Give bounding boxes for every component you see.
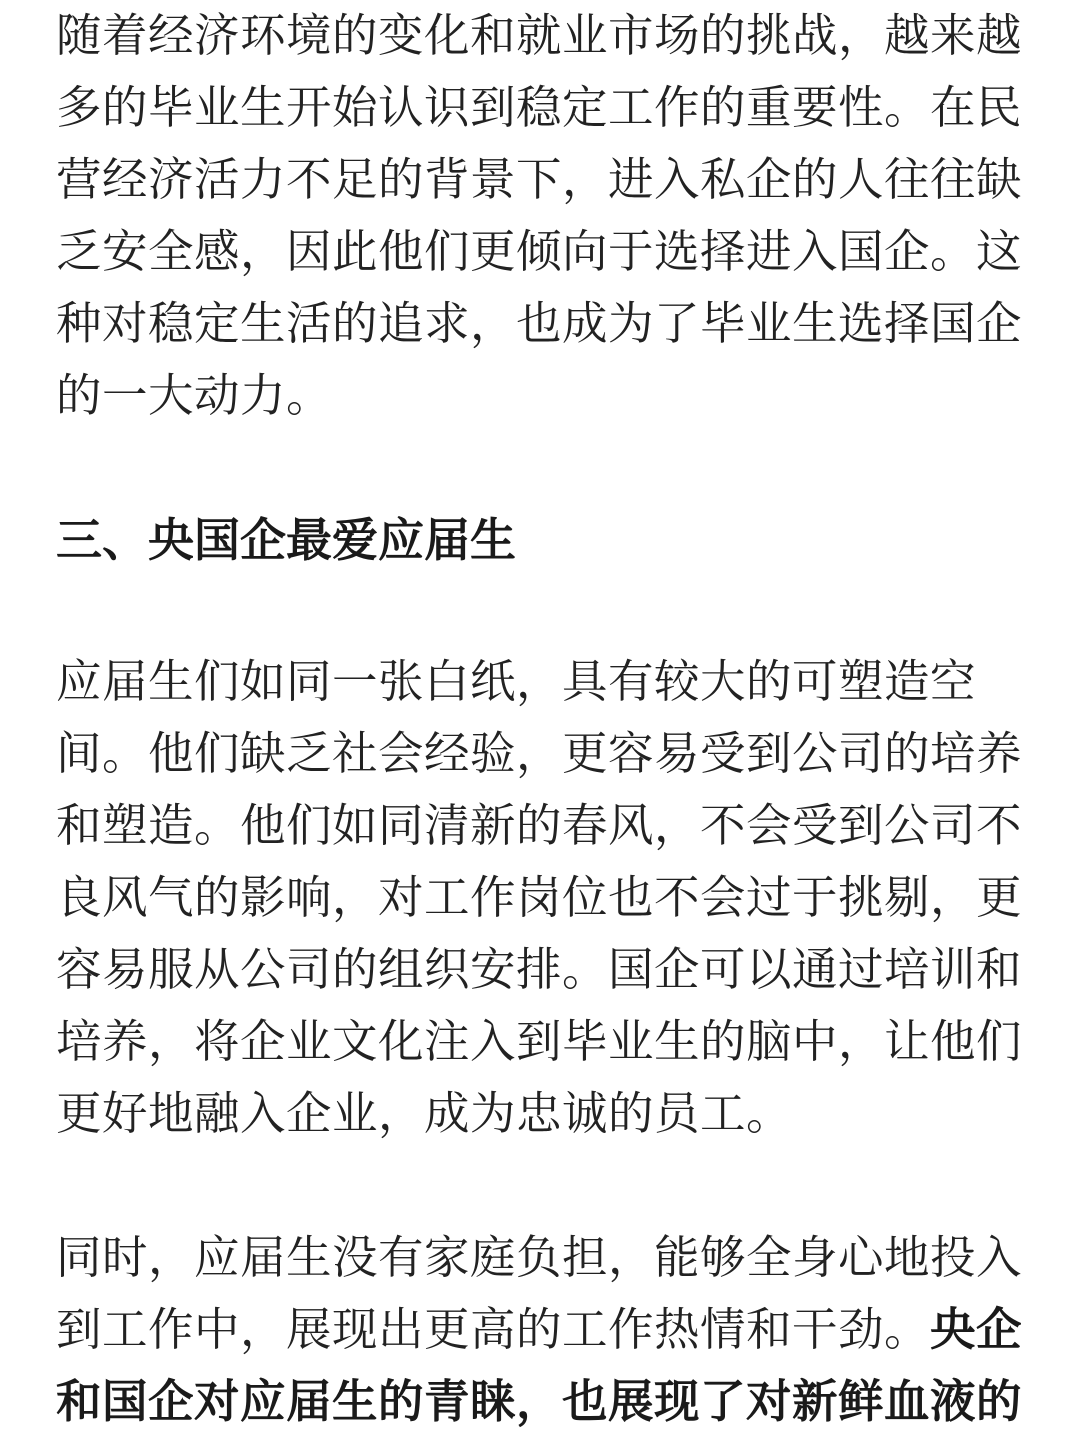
section-heading-3: 三、央国企最爱应届生 (56, 513, 516, 567)
paragraph-graduates: 应届生们如同一张白纸，具有较大的可塑造空间。他们缺乏社会经验，更容易受到公司的培养和塑造。他们如同清新的春风，不会受到公司不良风气的影响，对工作岗位也不会过于挑剔，更容易服从公司的组织安排。国企可以通过培训和培养，将企业文化注入到毕业生的脑中，让他们更好地融入企业，成为忠诚的员工。 (56, 655, 1023, 1140)
paragraph-enthusiasm-bold-text: 央企和国企对应届生的青睐，也展现了对新鲜血液的 (56, 1303, 1023, 1428)
paragraph-enthusiasm-text: 同时，应届生没有家庭负担，能够全身心地投入到工作中，展现出更高的工作热情和干劲。 (56, 1231, 1023, 1356)
paragraph-stability: 随着经济环境的变化和就业市场的挑战，越来越多的毕业生开始认识到稳定工作的重要性。在民营经济活力不足的背景下，进入私企的人往往缺乏安全感，因此他们更倾向于选择进入国企。这种对稳定生活的追求，也成为了毕业生选择国企的一大动力。 (56, 9, 1023, 422)
paragraph-enthusiasm (56, 1222, 1026, 1438)
